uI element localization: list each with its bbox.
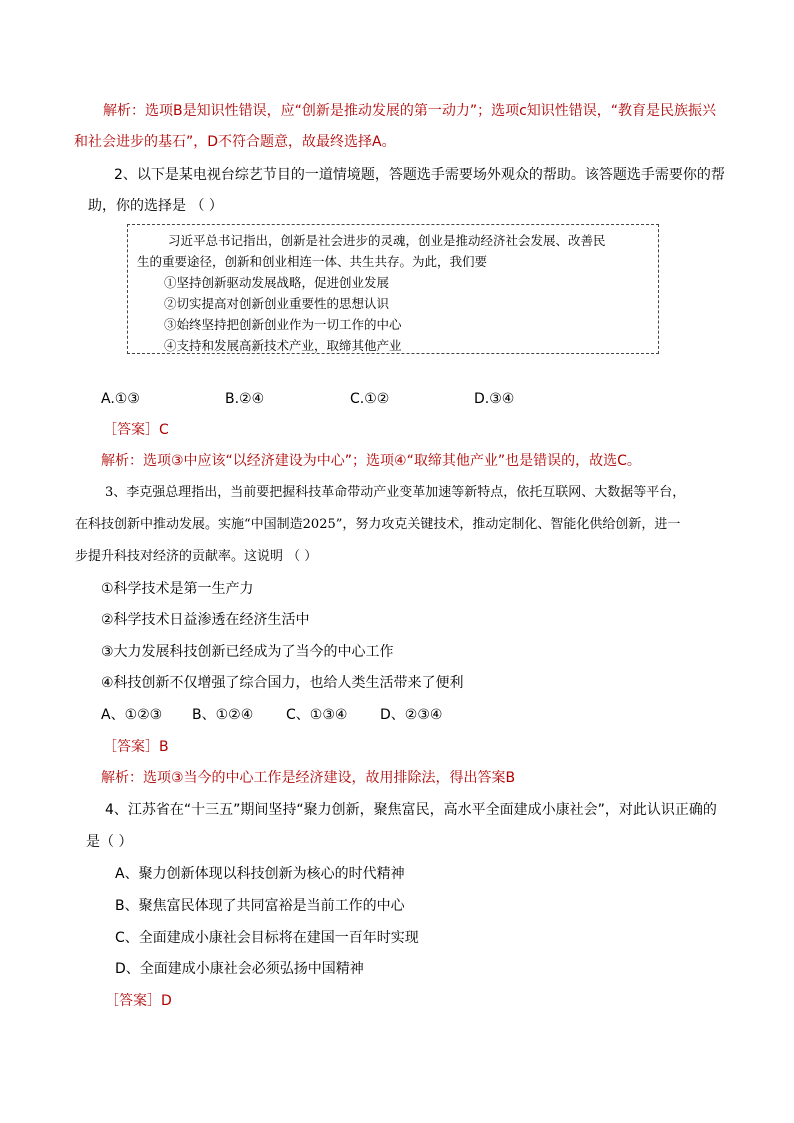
q3-stem-line2: 在科技创新中推动发展。实施“中国制造2025”，努力攻克关键技术，推动定制化、智能化供给创新，进一 (75, 517, 681, 532)
q3-option-b[interactable]: B、①②④ (192, 707, 254, 723)
q2-quote-box (127, 224, 659, 354)
q3-item-2: ②科学技术日益渗透在经济生活中 (101, 612, 310, 628)
q3-analysis: 解析：选项③当今的中心工作是经济建设，故用排除法，得出答案B (101, 770, 516, 786)
q3-stem-line3: 步提升科技对经济的贡献率。这说明 （ ） (75, 549, 318, 564)
q1-analysis-line1: 解析：选项B是知识性错误，应“创新是推动发展的第一动力”；选项c知识性错误，“教育是民族振兴 (103, 103, 717, 119)
q3-item-4: ④科技创新不仅增强了综合国力，也给人类生活带来了便利 (101, 675, 464, 691)
q3-option-d[interactable]: D、②③④ (380, 707, 443, 723)
q3-option-c[interactable]: C、①③④ (286, 707, 348, 723)
q1-analysis-line2: 和社会进步的基石”，D不符合题意，故最终选择A。 (74, 134, 396, 150)
q2-stem-line1: 2、以下是某电视台综艺节目的一道情境题，答题选手需要场外观众的帮助。该答题选手需要你的帮 (114, 167, 725, 183)
q4-option-c[interactable]: C、全面建成小康社会目标将在建国一百年时实现 (115, 930, 419, 946)
q2-analysis: 解析：选项③中应该“以经济建设为中心”；选项④“取缔其他产业”也是错误的，故选C。 (101, 453, 641, 469)
q2-answer: ［答案］C (103, 422, 169, 438)
q3-item-1: ①科学技术是第一生产力 (101, 581, 254, 597)
q2-box-item-1: ①坚持创新驱动发展战略，促进创业发展 (164, 275, 390, 290)
q2-box-line: 习近平总书记指出，创新是社会进步的灵魂，创业是推动经济社会发展、改善民 (168, 233, 606, 248)
q4-option-b[interactable]: B、聚焦富民体现了共同富裕是当前工作的中心 (115, 898, 405, 914)
q2-box-item-2: ②切实提高对创新创业重要性的思想认识 (164, 296, 390, 311)
q3-item-3: ③大力发展科技创新已经成为了当今的中心工作 (101, 644, 394, 660)
q3-option-a[interactable]: A、①②③ (101, 707, 163, 723)
q2-option-b[interactable]: B.②④ (225, 391, 265, 407)
q4-option-a[interactable]: A、聚力创新体现以科技创新为核心的时代精神 (115, 866, 405, 882)
q3-answer: ［答案］B (103, 739, 169, 755)
q2-option-c[interactable]: C.①② (350, 391, 390, 407)
q4-stem-line1: 4、江苏省在“十三五”期间坚持“聚力创新，聚焦富民，高水平全面建成小康社会”，对此认识正确的 (105, 802, 717, 818)
q2-option-a[interactable]: A.①③ (101, 391, 140, 407)
q2-box-item-4: ④支持和发展高新技术产业，取缔其他产业 (164, 338, 402, 353)
q3-stem-line1: 3、李克强总理指出，当前要把握科技革命带动产业变革加速等新特点，依托互联网、大数据等平台， (105, 485, 686, 500)
q4-stem-line2: 是（ ） (86, 834, 133, 850)
q4-option-d[interactable]: D、全面建成小康社会必须弘扬中国精神 (115, 961, 364, 977)
q2-stem-line2: 助，你的选择是 （ ） (88, 198, 223, 214)
q4-answer: ［答案］D (105, 993, 172, 1009)
q2-box-item-3: ③始终坚持把创新创业作为一切工作的中心 (164, 317, 402, 332)
q2-box-line: 生的重要途径，创新和创业相连一体、共生共存。为此，我们要 (137, 254, 488, 269)
q2-option-d[interactable]: D.③④ (474, 391, 515, 407)
